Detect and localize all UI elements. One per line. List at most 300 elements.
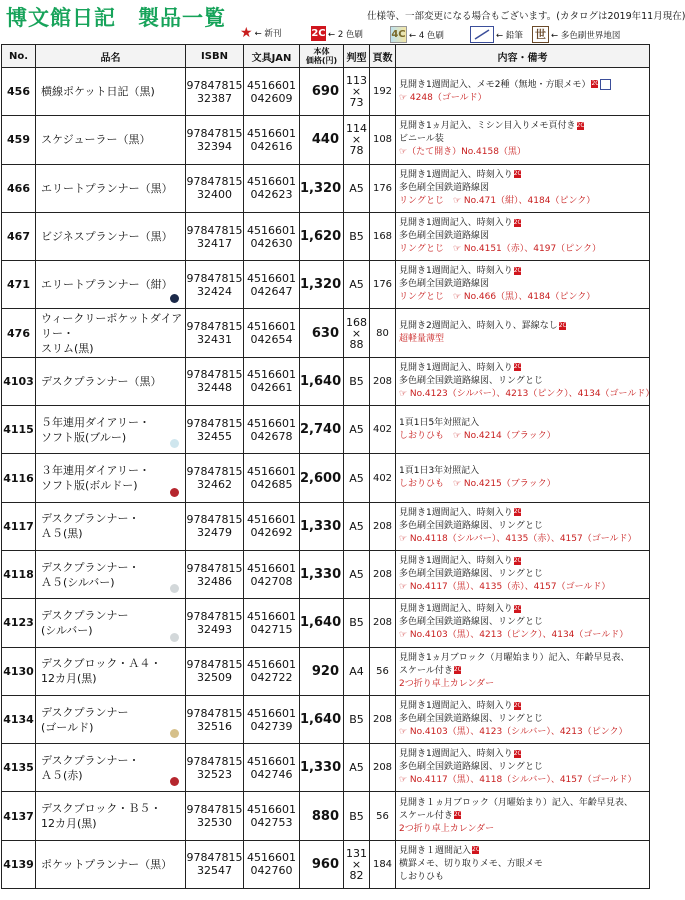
product-no: 4130 — [2, 647, 36, 695]
product-name-line1: デスクプランナー — [41, 608, 129, 622]
notes-cell — [396, 261, 650, 309]
product-name-line1: デスクプランナー・ — [41, 560, 140, 574]
legend-new — [240, 26, 281, 40]
price-cell: 440 — [300, 116, 344, 164]
two-color-icon: 2C — [453, 666, 462, 674]
price-cell: 920 — [300, 647, 344, 695]
size-h: 82 — [349, 868, 364, 882]
product-name: スケジューラー（黒） — [41, 133, 151, 147]
product-name-line2: ソフト版(ボルドー) — [41, 479, 138, 493]
size: B5 — [349, 374, 364, 388]
isbn-cell: 97847815 32479 — [186, 502, 244, 550]
table-row — [2, 792, 650, 840]
product-name-line2: ソフト版(ブルー) — [41, 430, 127, 444]
note-line1: 見開き1ヵ月記入、ミシン目入りメモ頁付き2C — [399, 121, 585, 132]
notes-cell — [396, 68, 650, 116]
notes-cell — [396, 309, 650, 357]
size-w: 168 — [346, 315, 367, 329]
jan-cell: 4516601 042661 — [244, 357, 300, 405]
jan-cell: 4516601 042678 — [244, 406, 300, 454]
product-name: デスクプランナー（黒） — [41, 374, 162, 388]
notes-cell — [396, 695, 650, 743]
world-map-icon: 世 — [532, 26, 549, 43]
note-line3: ☞ No.4103（黒）、4213（ピンク）、4134（ゴールド） — [399, 630, 629, 641]
color-swatch — [170, 777, 179, 786]
price-cell: 880 — [300, 792, 344, 840]
price-cell: 1,320 — [300, 261, 344, 309]
size: B5 — [349, 616, 364, 630]
two-color-icon: 2C — [513, 508, 522, 516]
size-cell — [344, 357, 370, 405]
product-name-line1: ウィークリーポケットダイアリー・ — [41, 311, 183, 340]
product-name-line1: デスクプランナー・ — [41, 512, 140, 526]
legend-2color-label: ← 2 色刷 — [328, 29, 363, 40]
jan-cell: 4516601 042654 — [244, 309, 300, 357]
col-name: 品名 — [36, 45, 186, 68]
size-cell — [344, 599, 370, 647]
note-line1: 見開き１ヵ月ブロック（月曜始まり）記入、年齢早見表、 — [399, 797, 633, 808]
table-row — [2, 309, 650, 357]
product-no: 4103 — [2, 357, 36, 405]
price-cell: 2,600 — [300, 454, 344, 502]
pages-cell: 176 — [370, 261, 396, 309]
product-name-line1: ３年連用ダイアリー・ — [41, 464, 151, 478]
star-icon: ★ — [240, 25, 253, 41]
header — [0, 0, 685, 44]
note-line1: 見開き1週間記入、時刻入り2C — [399, 218, 522, 229]
legend-4color — [390, 26, 444, 43]
notes-cell — [396, 840, 650, 888]
color-swatch — [170, 729, 179, 738]
pages-cell: 208 — [370, 502, 396, 550]
size-cell — [344, 406, 370, 454]
page-title: 博文館日記 製品一覧 — [6, 6, 226, 30]
note-line3: リングとじ ☞ No.471（紺）、4184（ピンク） — [399, 195, 596, 206]
product-name-line2: 12カ月(黒) — [41, 817, 97, 831]
legend-world-label: ← 多色刷世界地図 — [551, 30, 621, 41]
size-x: × — [351, 133, 362, 147]
note-line1: 見開き1週間記入、メモ2種（無地・方眼メモ）2C — [399, 79, 649, 92]
table-row — [2, 261, 650, 309]
note-line2: 超軽量薄型 — [399, 334, 445, 345]
isbn-cell: 97847815 32455 — [186, 406, 244, 454]
two-color-icon: 2C — [472, 846, 481, 854]
table-row — [2, 599, 650, 647]
size-h: 88 — [349, 337, 364, 351]
size: A4 — [349, 664, 364, 678]
table-row — [2, 116, 650, 164]
note-line1: 1頁1日5年対照記入 — [399, 417, 480, 428]
isbn-cell: 97847815 32431 — [186, 309, 244, 357]
product-name-cell — [36, 599, 186, 647]
two-color-icon: 2C — [513, 218, 522, 226]
product-name-line2: (ゴールド) — [41, 720, 94, 734]
note-line1: 見開き1週間記入、時刻入り2C — [399, 701, 522, 711]
notes-cell — [396, 550, 650, 598]
isbn-cell: 97847815 32530 — [186, 792, 244, 840]
notes-cell — [396, 744, 650, 792]
price-cell: 630 — [300, 309, 344, 357]
legend-world — [532, 26, 620, 43]
product-name-cell — [36, 647, 186, 695]
note-line1: 1頁1日3年対照記入 — [399, 466, 480, 477]
two-color-icon: 2C — [513, 363, 522, 371]
jan-cell: 4516601 042708 — [244, 550, 300, 598]
note-line1: 見開き1週間記入、時刻入り2C — [399, 266, 522, 277]
notes-cell — [396, 116, 650, 164]
note-line2: 多色刷全国鉄道路線図、リングとじ — [399, 617, 544, 628]
isbn-cell: 97847815 32417 — [186, 212, 244, 260]
price-cell: 1,320 — [300, 164, 344, 212]
jan-cell: 4516601 042760 — [244, 840, 300, 888]
product-name: ポケットプランナー（黒） — [41, 857, 173, 871]
product-no: 466 — [2, 164, 36, 212]
pages-cell: 208 — [370, 599, 396, 647]
legend-pencil — [470, 26, 523, 43]
pages-cell: 184 — [370, 840, 396, 888]
isbn-cell: 97847815 32387 — [186, 68, 244, 116]
col-isbn: ISBN — [186, 45, 244, 68]
product-name-cell — [36, 309, 186, 357]
col-price: 本体 価格(円) — [300, 45, 344, 68]
product-no: 4123 — [2, 599, 36, 647]
table-row — [2, 212, 650, 260]
product-table — [1, 44, 655, 889]
note-line2: スケール付き2C — [399, 665, 462, 676]
two-color-icon: 2C — [513, 170, 522, 178]
pages-cell: 56 — [370, 792, 396, 840]
product-name-cell — [36, 840, 186, 888]
isbn-cell: 97847815 32516 — [186, 695, 244, 743]
size-w: 113 — [346, 74, 367, 88]
product-no: 4134 — [2, 695, 36, 743]
table-row — [2, 502, 650, 550]
size: A5 — [349, 181, 364, 195]
product-name-line1: デスクブロック・Ｂ５・ — [41, 802, 162, 816]
product-name: 横線ポケット日記（黒) — [41, 85, 155, 99]
price-cell: 960 — [300, 840, 344, 888]
product-name-line1: デスクプランナー・ — [41, 753, 140, 767]
notes-cell — [396, 212, 650, 260]
product-name-cell — [36, 695, 186, 743]
note-line2: 多色刷全国鉄道路線図、リングとじ — [399, 375, 544, 386]
product-name-cell — [36, 164, 186, 212]
pages-cell: 208 — [370, 744, 396, 792]
product-name: エリートプランナー（紺） — [41, 278, 173, 292]
note-line3: ☞ No.4117（黒）、4135（赤）、4157（ゴールド） — [399, 582, 611, 593]
note-line3: ☞ No.4123（シルバー）、4213（ピンク）、4134（ゴールド） — [399, 388, 655, 399]
product-name-cell — [36, 792, 186, 840]
pages-cell: 192 — [370, 68, 396, 116]
note-line2: 多色刷全国鉄道路線図、リングとじ — [399, 520, 544, 531]
note-line1: 見開き1週間記入、時刻入り2C — [399, 604, 522, 615]
two-color-icon: 2C — [513, 604, 522, 612]
product-no: 4115 — [2, 406, 36, 454]
two-color-icon: 2C — [513, 556, 522, 564]
jan-cell: 4516601 042616 — [244, 116, 300, 164]
two-color-icon: 2C — [513, 266, 522, 274]
pages-cell: 208 — [370, 695, 396, 743]
pages-cell: 402 — [370, 406, 396, 454]
size: B5 — [349, 230, 364, 244]
note-line2: しおりひも ☞ No.4215（ブラック） — [399, 479, 556, 490]
note-line3: 2つ折り卓上カレンダー — [399, 678, 495, 689]
product-name-line2: Ａ５(黒) — [41, 527, 83, 541]
note-line3: ☞（たて開き）No.4158（黒） — [399, 147, 526, 158]
note-line1: 見開き１週間記入2C — [399, 845, 481, 856]
size-cell — [344, 695, 370, 743]
product-name-line2: Ａ５(シルバー) — [41, 575, 115, 589]
price-cell: 1,640 — [300, 695, 344, 743]
note-line2: 多色刷全国鉄道路線図、リングとじ — [399, 714, 544, 724]
size: A5 — [349, 761, 364, 775]
pages-cell: 56 — [370, 647, 396, 695]
table-row — [2, 647, 650, 695]
product-no: 4118 — [2, 550, 36, 598]
note-line1: 見開き1週間記入、時刻入り2C — [399, 362, 522, 373]
spec-note: 仕様等、一部変更になる場合もございます。(カタログは2019年11月現在) — [367, 11, 685, 22]
jan-cell: 4516601 042739 — [244, 695, 300, 743]
size-cell — [344, 116, 370, 164]
note-line1: 見開き1ヵ月ブロック（月曜始まり）記入、年齢早見表、 — [399, 652, 630, 663]
jan-cell: 4516601 042722 — [244, 647, 300, 695]
size-cell — [344, 647, 370, 695]
product-no: 459 — [2, 116, 36, 164]
note-line2: ビニール装 — [399, 134, 444, 145]
note-line2: 多色刷全国鉄道路線図、リングとじ — [399, 762, 544, 773]
size-cell — [344, 454, 370, 502]
product-no: 467 — [2, 212, 36, 260]
size-h: 73 — [349, 96, 364, 110]
notes-cell — [396, 792, 650, 840]
note-line3: しおりひも — [399, 871, 445, 882]
product-name-cell — [36, 454, 186, 502]
size-cell — [344, 261, 370, 309]
notes-cell — [396, 647, 650, 695]
table-row — [2, 454, 650, 502]
size-x: × — [351, 326, 362, 340]
isbn-cell: 97847815 32400 — [186, 164, 244, 212]
isbn-cell: 97847815 32523 — [186, 744, 244, 792]
isbn-cell: 97847815 32493 — [186, 599, 244, 647]
product-name-cell — [36, 261, 186, 309]
color-swatch — [170, 584, 179, 593]
two-color-icon: 2C — [513, 749, 522, 757]
product-name-cell — [36, 744, 186, 792]
two-color-icon: 2C — [558, 321, 567, 329]
jan-cell: 4516601 042692 — [244, 502, 300, 550]
note-line2: 多色刷全国鉄道路線図、リングとじ — [399, 569, 544, 580]
price-cell: 1,640 — [300, 599, 344, 647]
product-name-line1: デスクブロック・Ａ４・ — [41, 657, 162, 671]
legend-new-label: ← 新刊 — [254, 29, 282, 39]
size: B5 — [349, 809, 364, 823]
product-no: 4117 — [2, 502, 36, 550]
product-no: 476 — [2, 309, 36, 357]
size: B5 — [349, 713, 364, 726]
notes-cell — [396, 357, 655, 405]
four-color-icon: 4C — [390, 26, 407, 43]
product-no: 4116 — [2, 454, 36, 502]
product-name-cell — [36, 502, 186, 550]
product-no: 456 — [2, 68, 36, 116]
table-row — [2, 840, 650, 888]
note-line1: 見開き1週間記入、時刻入り2C — [399, 749, 522, 760]
product-name-line2: Ａ５(赤) — [41, 768, 83, 782]
note-line3: リングとじ ☞ No.466（黒）、4184（ピンク） — [399, 292, 596, 303]
jan-cell: 4516601 042685 — [244, 454, 300, 502]
note-line2: しおりひも ☞ No.4214（ブラック） — [399, 430, 556, 441]
note-line3: ☞ No.4103（黒）、4123（シルバー）、4213（ピンク） — [399, 727, 628, 737]
col-pages: 頁数 — [370, 45, 396, 68]
price-cell: 1,620 — [300, 212, 344, 260]
price-cell: 1,330 — [300, 502, 344, 550]
product-name-cell — [36, 550, 186, 598]
size-h: 78 — [349, 144, 364, 158]
price-cell: 1,330 — [300, 744, 344, 792]
size: A5 — [349, 423, 364, 437]
product-name-line1: ５年連用ダイアリー・ — [41, 415, 151, 429]
color-swatch — [170, 633, 179, 642]
two-color-icon: 2C — [591, 80, 600, 88]
notes-cell — [396, 502, 650, 550]
isbn-cell: 97847815 32486 — [186, 550, 244, 598]
isbn-cell: 97847815 32547 — [186, 840, 244, 888]
jan-cell: 4516601 042715 — [244, 599, 300, 647]
note-line2: 多色刷全国鉄道路線図 — [399, 279, 490, 290]
pages-cell: 176 — [370, 164, 396, 212]
size-w: 114 — [346, 122, 367, 136]
product-name: エリートプランナー（黒） — [41, 181, 173, 195]
isbn-cell: 97847815 32394 — [186, 116, 244, 164]
size-w: 131 — [346, 846, 367, 860]
pages-cell: 168 — [370, 212, 396, 260]
size-x: × — [351, 857, 362, 871]
isbn-cell: 97847815 32448 — [186, 357, 244, 405]
size-x: × — [351, 85, 362, 99]
size-cell — [344, 68, 370, 116]
size: A5 — [349, 471, 364, 485]
pages-cell: 80 — [370, 309, 396, 357]
pages-cell: 208 — [370, 357, 396, 405]
product-name-cell — [36, 406, 186, 454]
color-swatch — [170, 294, 179, 303]
product-name-line1: デスクプランナー — [41, 705, 129, 719]
note-line3: リングとじ ☞ No.4151（赤）、4197（ピンク） — [399, 244, 602, 255]
size-cell — [344, 164, 370, 212]
price-cell: 1,640 — [300, 357, 344, 405]
product-name-cell — [36, 212, 186, 260]
size-cell — [344, 792, 370, 840]
size-cell — [344, 212, 370, 260]
color-swatch — [170, 488, 179, 497]
isbn-cell: 97847815 32462 — [186, 454, 244, 502]
col-notes: 内容・備考 — [396, 45, 650, 68]
size-cell — [344, 744, 370, 792]
product-name-cell — [36, 116, 186, 164]
note-line1: 見開き2週間記入、時刻入り、罫線なし2C — [399, 321, 567, 332]
legend-2color — [311, 26, 363, 41]
jan-cell: 4516601 042630 — [244, 212, 300, 260]
isbn-cell: 97847815 32424 — [186, 261, 244, 309]
product-no: 4139 — [2, 840, 36, 888]
note-line3: ☞ No.4117（黒）、4118（シルバー）、4157（ゴールド） — [399, 775, 637, 786]
notes-cell — [396, 599, 650, 647]
table-row — [2, 744, 650, 792]
note-line1: 見開き1週間記入、時刻入り2C — [399, 507, 522, 518]
two-color-icon: 2C — [453, 811, 462, 819]
note-line2: 多色刷全国鉄道路線図 — [399, 231, 490, 242]
pencil-icon — [600, 79, 611, 90]
col-no: No. — [2, 45, 36, 68]
price-cell: 1,330 — [300, 550, 344, 598]
size-cell — [344, 502, 370, 550]
product-no: 471 — [2, 261, 36, 309]
price-cell: 2,740 — [300, 406, 344, 454]
notes-cell — [396, 454, 650, 502]
isbn-cell: 97847815 32509 — [186, 647, 244, 695]
col-size: 判型 — [344, 45, 370, 68]
note-line2: 横罫メモ、切り取りメモ、方眼メモ — [399, 858, 543, 869]
table-row — [2, 357, 650, 405]
two-color-icon: 2C — [311, 28, 326, 39]
product-no: 4137 — [2, 792, 36, 840]
two-color-icon: 2C — [513, 701, 522, 709]
jan-cell: 4516601 042623 — [244, 164, 300, 212]
size-cell — [344, 550, 370, 598]
product-name-cell — [36, 357, 186, 405]
jan-cell: 4516601 042753 — [244, 792, 300, 840]
table-row — [2, 68, 650, 116]
notes-cell — [396, 406, 650, 454]
table-row — [2, 550, 650, 598]
legend-pencil-label: ← 鉛筆 — [496, 30, 523, 41]
note-line2: スケール付き2C — [399, 810, 462, 821]
product-name-cell — [36, 68, 186, 116]
two-color-icon: 2C — [576, 121, 585, 129]
jan-cell: 4516601 042609 — [244, 68, 300, 116]
size: A5 — [349, 568, 364, 582]
col-jan: 文具JAN — [244, 45, 300, 68]
legend-4color-label: ← 4 色刷 — [409, 30, 444, 41]
color-swatch — [170, 439, 179, 448]
product-no: 4135 — [2, 744, 36, 792]
jan-cell: 4516601 042647 — [244, 261, 300, 309]
pages-cell: 108 — [370, 116, 396, 164]
notes-cell — [396, 164, 650, 212]
product-name-line2: (シルバー) — [41, 623, 93, 637]
table-row — [2, 695, 650, 743]
jan-cell: 4516601 042746 — [244, 744, 300, 792]
note-line1: 見開き1週間記入、時刻入り2C — [399, 556, 522, 567]
pages-cell: 208 — [370, 550, 396, 598]
table-row — [2, 406, 650, 454]
price-cell: 690 — [300, 68, 344, 116]
pages-cell: 402 — [370, 454, 396, 502]
size-cell — [344, 309, 370, 357]
size: A5 — [349, 519, 364, 533]
product-name-line2: 12カ月(黒) — [41, 672, 97, 686]
table-row — [2, 164, 650, 212]
product-name: ビジネスプランナー（黒） — [41, 230, 173, 244]
pencil-icon — [470, 26, 494, 43]
note-line3: ☞ No.4118（シルバー）、4135（赤）、4157（ゴールド） — [399, 533, 637, 544]
product-name-line2: スリム(黒) — [41, 341, 94, 355]
note-line1: 見開き1週間記入、時刻入り2C — [399, 169, 522, 180]
note-line2: ☞ 4248（ゴールド） — [399, 92, 487, 103]
table-header-row — [2, 45, 650, 68]
size-cell — [344, 840, 370, 888]
